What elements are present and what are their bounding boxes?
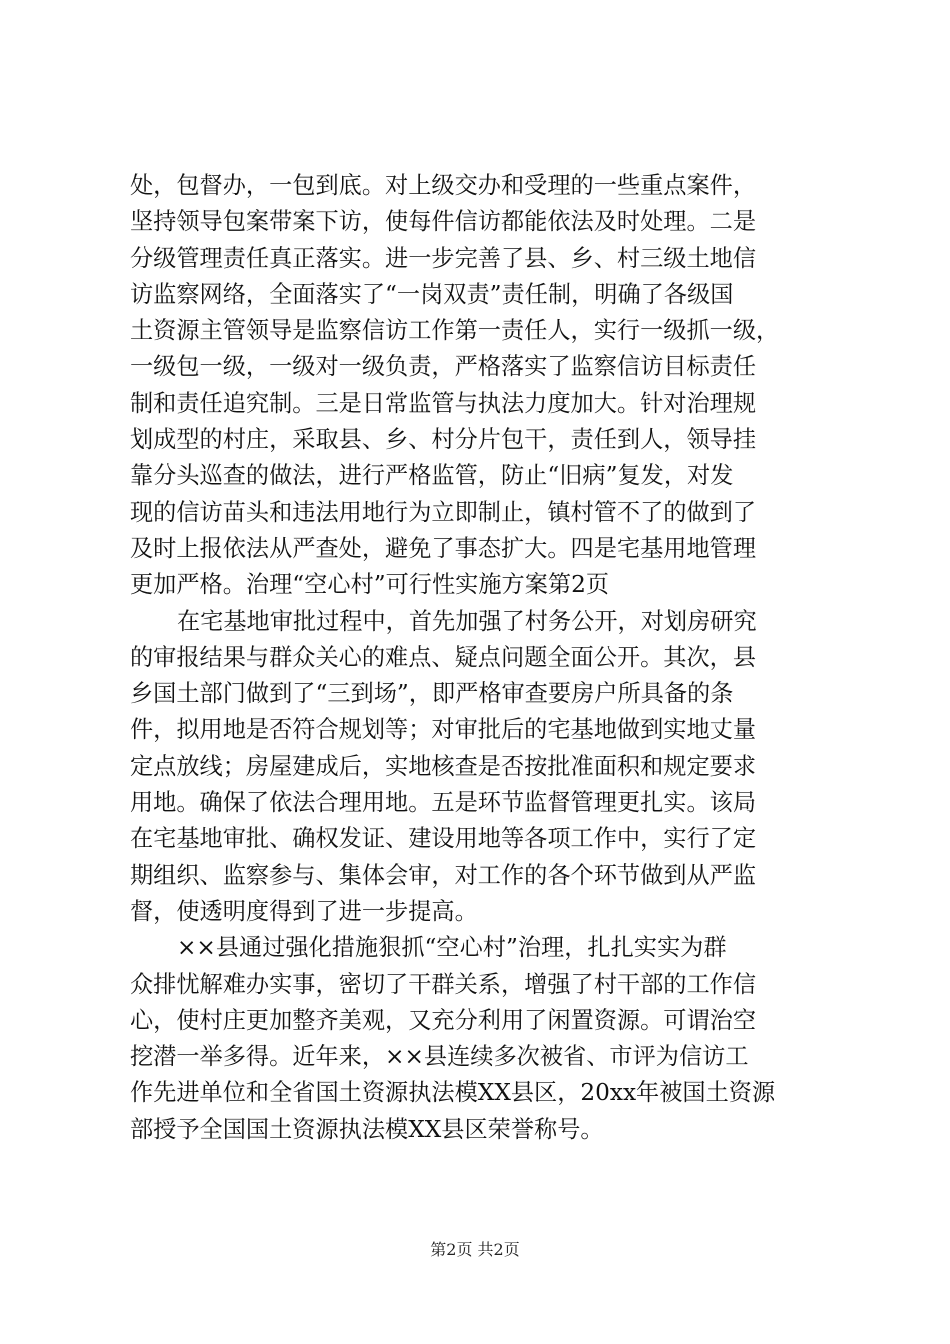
- paragraph-2-line: 定点放线；房屋建成后，实地核查是否按批准面积和规定要求: [130, 752, 757, 780]
- paragraph-2-line: 的审报结果与群众关心的难点、疑点问题全面公开。其次，县: [130, 643, 757, 671]
- paragraph-2-line: 件，拟用地是否符合规划等；对审批后的宅基地做到实地丈量: [130, 716, 757, 744]
- paragraph-3-line: ××县通过强化措施狠抓“空心村”治理，扎扎实实为群: [177, 934, 727, 962]
- paragraph-3-line: 众排忧解难办实事，密切了干群关系，增强了村干部的工作信: [130, 970, 757, 998]
- paragraph-1-line: 访监察网络，全面落实了“一岗双责”责任制，明确了各级国: [130, 280, 734, 308]
- paragraph-3-line: 挖潜一举多得。近年来，××县连续多次被省、市评为信访工: [130, 1043, 749, 1071]
- paragraph-3-line: 心，使村庄更加整齐美观，又充分利用了闲置资源。可谓治空: [130, 1006, 757, 1034]
- paragraph-1-line: 坚持领导包案带案下访，使每件信访都能依法及时处理。二是: [130, 208, 757, 236]
- paragraph-2-line: 在宅基地审批、确权发证、建设用地等各项工作中，实行了定: [130, 825, 757, 853]
- paragraph-1-line: 靠分头巡查的做法，进行严格监管，防止“旧病”复发，对发: [130, 462, 734, 490]
- paragraph-2-line: 用地。确保了依法合理用地。五是环节监督管理更扎实。该局: [130, 789, 757, 817]
- paragraph-1-line: 制和责任追究制。三是日常监管与执法力度加大。针对治理规: [130, 389, 757, 417]
- paragraph-2-line: 期组织、监察参与、集体会审，对工作的各个环节做到从严监: [130, 861, 757, 889]
- paragraph-3-line: 部授予全国国土资源执法模XX县区荣誉称号。: [130, 1115, 604, 1143]
- paragraph-1-line: 更加严格。治理“空心村”可行性实施方案第2页: [130, 571, 610, 599]
- paragraph-1-line: 现的信访苗头和违法用地行为立即制止，镇村管不了的做到了: [130, 498, 757, 526]
- paragraph-1-line: 划成型的村庄，采取县、乡、村分片包干，责任到人，领导挂: [130, 426, 757, 454]
- paragraph-1-line: 土资源主管领导是监察信访工作第一责任人，实行一级抓一级，: [130, 317, 780, 345]
- paragraph-3-line: 作先进单位和全省国土资源执法模XX县区，20xx年被国土资源: [130, 1079, 776, 1107]
- paragraph-1-line: 处，包督办，一包到底。对上级交办和受理的一些重点案件，: [130, 172, 757, 199]
- paragraph-2-line: 在宅基地审批过程中，首先加强了村务公开，对划房研究: [177, 607, 757, 635]
- page-footer: 第2页 共2页: [430, 1240, 520, 1259]
- paragraph-1-line: 一级包一级，一级对一级负责，严格落实了监察信访目标责任: [130, 353, 757, 381]
- paragraph-2-line: 督，使透明度得到了进一步提高。: [130, 897, 478, 925]
- paragraph-1-line: 分级管理责任真正落实。进一步完善了县、乡、村三级土地信: [130, 244, 757, 272]
- paragraph-2-line: 乡国土部门做到了“三到场”，即严格审查要房户所具备的条: [130, 680, 734, 708]
- document-body: [130, 168, 830, 1148]
- paragraph-1-line: 及时上报依法从严查处，避免了事态扩大。四是宅基用地管理: [130, 534, 757, 562]
